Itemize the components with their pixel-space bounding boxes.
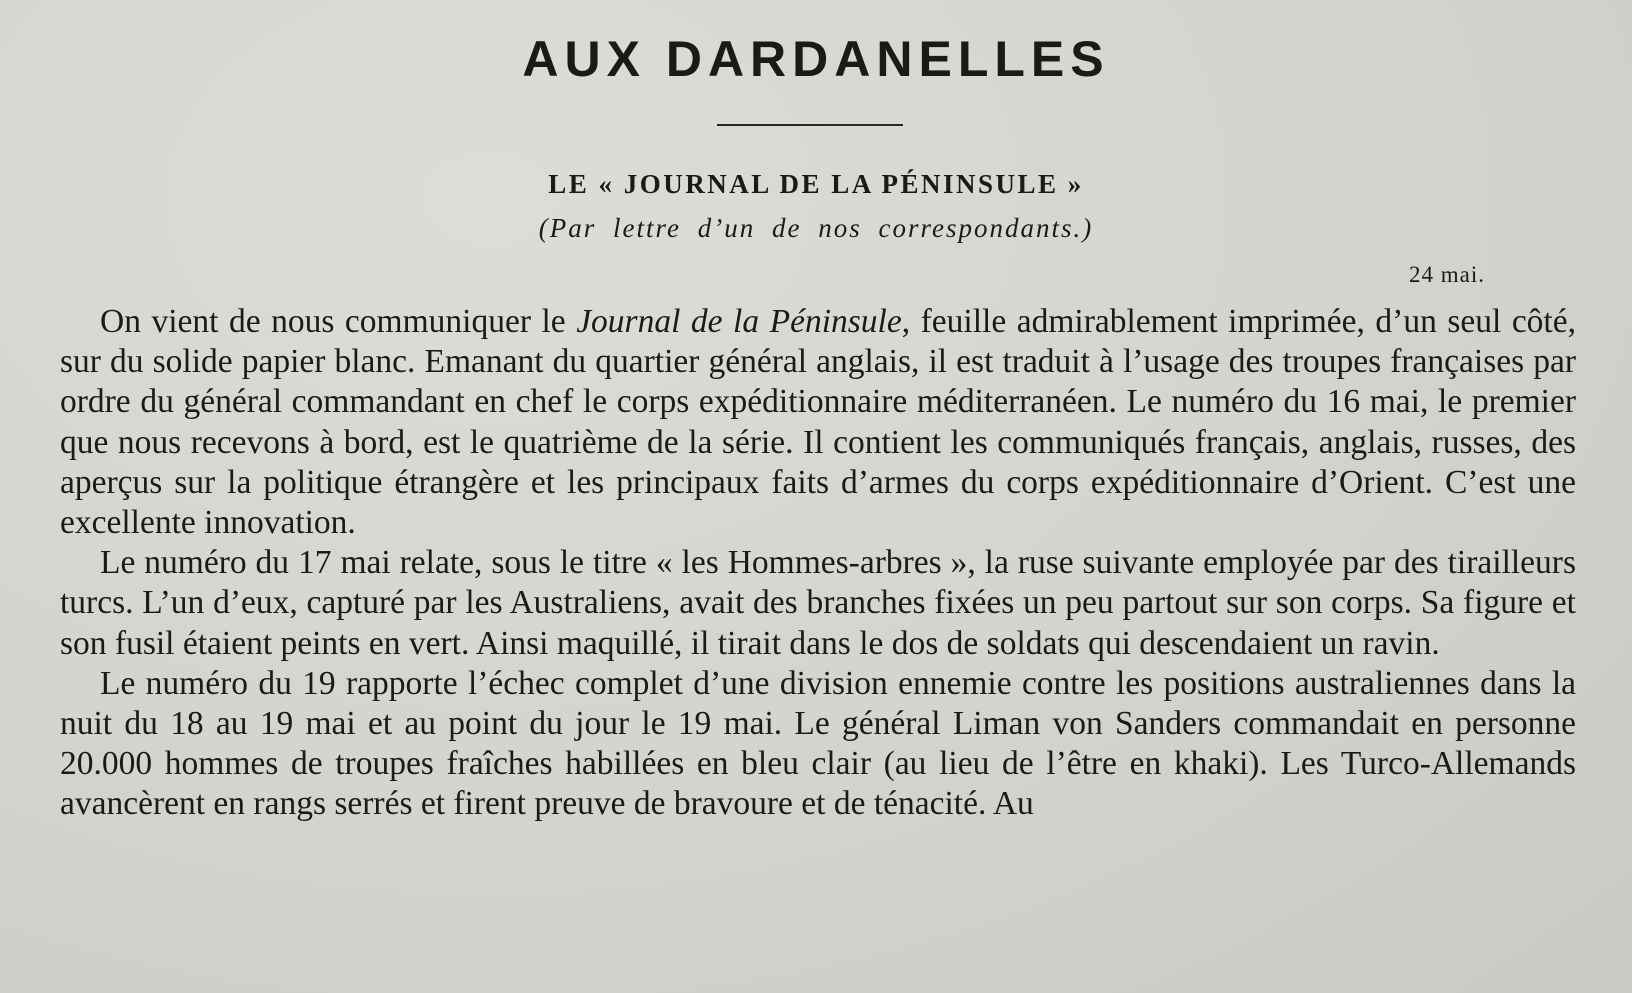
paragraph-3: Le numéro du 19 rapporte l’échec complet d’une division ennemie contre les positions australiennes dans la nuit du 18 au 19 mai et au point du jour le 19 mai. Le général Liman von Sanders commandait en personne 20.000 hommes de troupes fraîches habillées en bleu clair (au lieu de l’être en khaki). Les Turco-Allemands avancèrent en rangs serrés et firent preuve de bravoure et de ténacité. Au (60, 664, 1576, 823)
article-dateline: 24 mai. (1409, 262, 1485, 287)
paragraph-1 (60, 302, 1576, 543)
article-subtitle: LE « JOURNAL DE LA PÉNINSULE » (548, 169, 1084, 199)
newspaper-name: Journal de la Péninsule (576, 303, 902, 340)
paragraph-2: Le numéro du 17 mai relate, sous le titre « les Hommes-arbres », la ruse suivante employée par des tirailleurs turcs. L’un d’eux, capturé par les Australiens, avait des branches fixées un peu partout sur son corps. Sa figure et son fusil étaient peints en vert. Ainsi maquillé, il tirait dans le dos de soldats qui descendaient un ravin. (60, 544, 1576, 662)
article-title: AUX DARDANELLES (522, 31, 1110, 87)
article-body (60, 302, 1576, 825)
paragraph-1-text-start: On vient de nous communiquer le (100, 303, 577, 340)
article-byline: (Par lettre d’un de nos correspondants.) (538, 213, 1094, 243)
paragraph-1-text-end: , feuille admirablement imprimée, d’un seul côté, sur du solide papier blanc. Emanant du quartier général anglais, il est traduit à l’usage des troupes françaises par ordre du général commandant en chef le corps expéditionnaire méditerranéen. Le numéro du 16 mai, le premier que nous recevons à bord, est le quatrième de la série. Il contient les communiqués français, anglais, russes, des aperçus sur la politique étrangère et les principaux faits d’armes du corps expéditionnaire d’Orient. C’est une excellente innovation. (60, 303, 1576, 542)
title-divider (717, 124, 903, 126)
